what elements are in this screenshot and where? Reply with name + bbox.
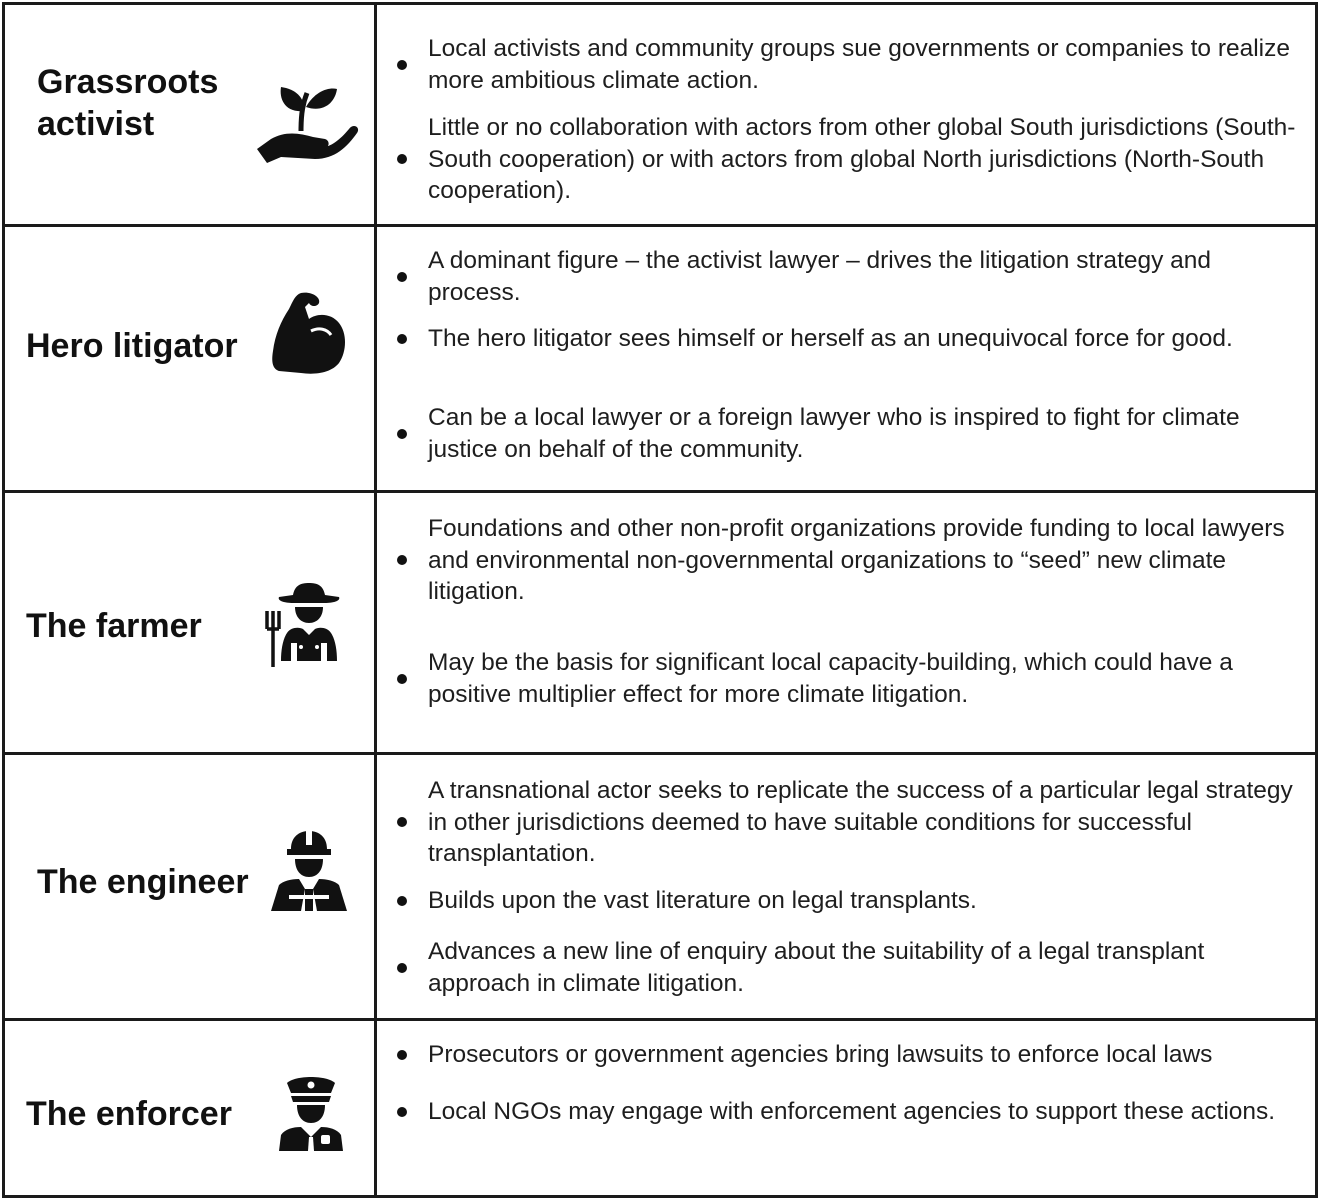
bullet-dot [397,272,407,282]
bullet-text: Foundations and other non-profit organizations provide funding to local lawyers and environmental non-governmental organizations to “seed” new climate litigation. [428,515,1285,605]
list-item [377,323,1299,355]
table-row-the-engineer [5,755,1315,1021]
row-bullets-cell [377,755,1315,1018]
bullet-dot [397,154,407,164]
bullet-text: Advances a new line of enquiry about the suitability of a legal transplant approach in climate litigation. [428,938,1205,997]
bullet-text: The hero litigator sees himself or herself as an unequivocal force for good. [428,325,1233,352]
table-row-the-farmer [5,493,1315,755]
list-item [377,885,1299,917]
table-row-grassroots-activist [5,5,1315,227]
list-item [377,513,1299,608]
list-item [377,1096,1299,1128]
bullet-text: Builds upon the vast literature on legal transplants. [428,887,977,914]
flexed-bicep-icon [271,291,347,375]
bullet-text: A transnational actor seeks to replicate the success of a particular legal strategy in other jurisdictions deemed to have suitable conditions for successful transplantation. [428,777,1293,867]
bullet-text: Local NGOs may engage with enforcement agencies to support these actions. [428,1098,1276,1125]
table-row-the-enforcer [5,1021,1315,1198]
row-bullets-cell [377,227,1315,490]
row-label-cell [5,227,377,490]
bullet-dot [397,555,407,565]
bullet-text: Prosecutors or government agencies bring lawsuits to enforce local laws [428,1041,1213,1068]
bullet-text: Can be a local lawyer or a foreign lawyer who is inspired to fight for climate justice on behalf of the community. [428,404,1240,463]
row-label: Hero litigator [26,327,238,365]
list-item [377,775,1299,870]
list-item [377,936,1299,999]
list-item [377,1039,1299,1071]
list-item [377,647,1299,710]
engineer-hardhat-icon [269,829,349,913]
row-label: The enforcer [26,1095,232,1133]
typology-table [2,2,1318,1198]
bullet-dot [397,1107,407,1117]
list-item [377,402,1299,465]
bullet-text: Little or no collaboration with actors from other global South jurisdictions (South-South cooperation) or with actors from global North jurisdictions (North-South cooperation). [428,114,1296,204]
bullet-text: May be the basis for significant local capacity-building, which could have a positive multiplier effect for more climate litigation. [428,649,1233,708]
row-label-cell [5,493,377,752]
row-bullets-cell [377,5,1315,224]
hand-with-sprout-icon [255,83,359,163]
bullet-dot [397,334,407,344]
bullet-dot [397,674,407,684]
bullet-dot [397,429,407,439]
list-item [377,245,1299,308]
bullet-dot [397,896,407,906]
bullet-dot [397,1050,407,1060]
police-officer-icon [277,1073,345,1153]
farmer-with-pitchfork-icon [261,581,345,667]
row-label: The farmer [26,607,202,645]
bullet-dot [397,60,407,70]
bullet-dot [397,817,407,827]
row-label-cell [5,5,377,224]
row-label: Grassroots activist [37,63,219,143]
list-item [377,33,1299,96]
row-label: The engineer [37,863,249,901]
table-row-hero-litigator [5,227,1315,493]
row-bullets-cell [377,1021,1315,1198]
row-label-cell [5,1021,377,1198]
row-label-cell [5,755,377,1018]
row-bullets-cell [377,493,1315,752]
bullet-text: A dominant figure – the activist lawyer – drives the litigation strategy and process. [428,247,1212,306]
bullet-text: Local activists and community groups sue governments or companies to realize more ambitious climate action. [428,35,1290,94]
list-item [377,112,1299,207]
bullet-dot [397,963,407,973]
